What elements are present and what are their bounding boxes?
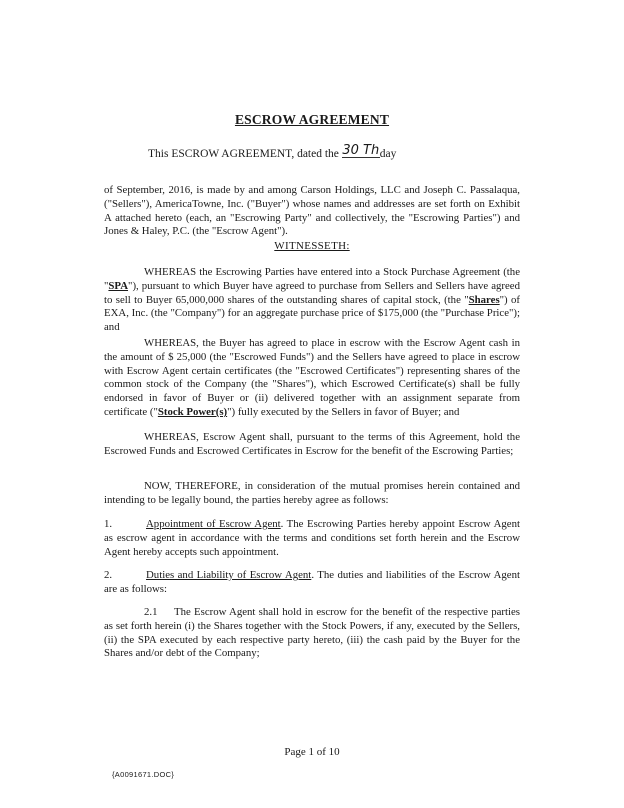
section-2-heading: Duties and Liability of Escrow Agent (146, 569, 312, 581)
section-2-text: . The duties and liabilities of the Escrow Agent are as follows: (104, 569, 520, 595)
shares-term: Shares (468, 293, 500, 306)
stock-power-term: Stock Power(s) (157, 405, 228, 418)
document-id: {A0091671.DOC} (112, 770, 175, 779)
witnesseth-heading: WITNESSETH: (274, 240, 350, 252)
whereas2-text-a: WHEREAS, the Buyer has agreed to place in escrow with the Escrow Agent cash in the amount of $ 25,000 (the "Escrowed Funds") and the Sellers have agreed to place in escrow with Escrow Agent certain certificates (the "Escrowed Certificates") representing shares of the common stock of the Company (the "Shares"), which Escrowed Certificate(s) shall be fully endorsed in favor of Buyer or (ii) delivered together with an assignment separate from certificate (" (104, 337, 520, 418)
intro-paragraph: of September, 2016, is made by and among Carson Holdings, LLC and Joseph C. Passalaqua, ("Sellers"), AmericaTowne, Inc. ("Buyer") whose names and addresses are set forth on Exhibit A attached hereto (each, an "Escrowing Party" and collectively, the "Escrowing Parties") and Jones & Haley, P.C. (the "Escrow Agent"). (104, 184, 520, 238)
whereas1-text-b: "), pursuant to which Buyer have agreed to purchase from Sellers and Sellers have agreed to sell to Buyer 65,000,000 shares of the outstanding shares of capital stock, (the " (104, 279, 520, 306)
dated-line-after: day (379, 148, 397, 160)
section-2-1-number: 2.1 (144, 606, 158, 618)
now-therefore-paragraph: NOW, THEREFORE, in consideration of the mutual promises herein contained and intending to be legally bound, the parties hereby agree as follows: (104, 480, 520, 506)
section-1-text: . The Escrowing Parties hereby appoint Escrow Agent as escrow agent in accordance with the terms and conditions set forth herein and the Escrow Agent hereby accepts such appointment. (104, 518, 520, 558)
whereas-paragraph-2 (104, 337, 520, 420)
document-title: ESCROW AGREEMENT (234, 112, 390, 127)
section-2-1 (104, 606, 520, 661)
whereas-paragraph-1 (104, 266, 520, 335)
whereas-paragraph-3: WHEREAS, Escrow Agent shall, pursuant to the terms of this Agreement, hold the Escrowed Funds and Escrowed Certificates in Escrow for the benefit of the Escrowing Parties; (104, 431, 520, 457)
whereas1-text-c: ") of EXA, Inc. (the "Company") for an aggregate purchase price of $175,000 (the "Purchase Price"); and (104, 293, 520, 334)
section-2 (104, 569, 520, 597)
dated-line (148, 143, 397, 161)
page-number: Page 1 of 10 (284, 746, 340, 758)
dated-line-before: This ESCROW AGREEMENT, dated the (148, 148, 339, 160)
spa-term: SPA (108, 279, 129, 292)
section-1-heading: Appointment of Escrow Agent (146, 518, 281, 530)
whereas1-text-a: WHEREAS the Escrowing Parties have entered into a Stock Purchase Agreement (the " (104, 266, 520, 292)
handwritten-date: 30 Th (342, 143, 380, 158)
section-1 (104, 518, 520, 559)
section-2-1-text: The Escrow Agent shall hold in escrow for the benefit of the respective parties as set forth herein (i) the Shares together with the Stock Powers, if any, executed by the Sellers, (ii) the SPA executed by each respective party hereto, (iii) the cash paid by the Buyer for the Shares and/or debt of the Company; (104, 606, 520, 660)
section-2-number: 2. (104, 569, 113, 581)
whereas2-text-b: ") fully executed by the Sellers in favor of Buyer; and (227, 405, 460, 418)
section-1-number: 1. (104, 518, 113, 530)
